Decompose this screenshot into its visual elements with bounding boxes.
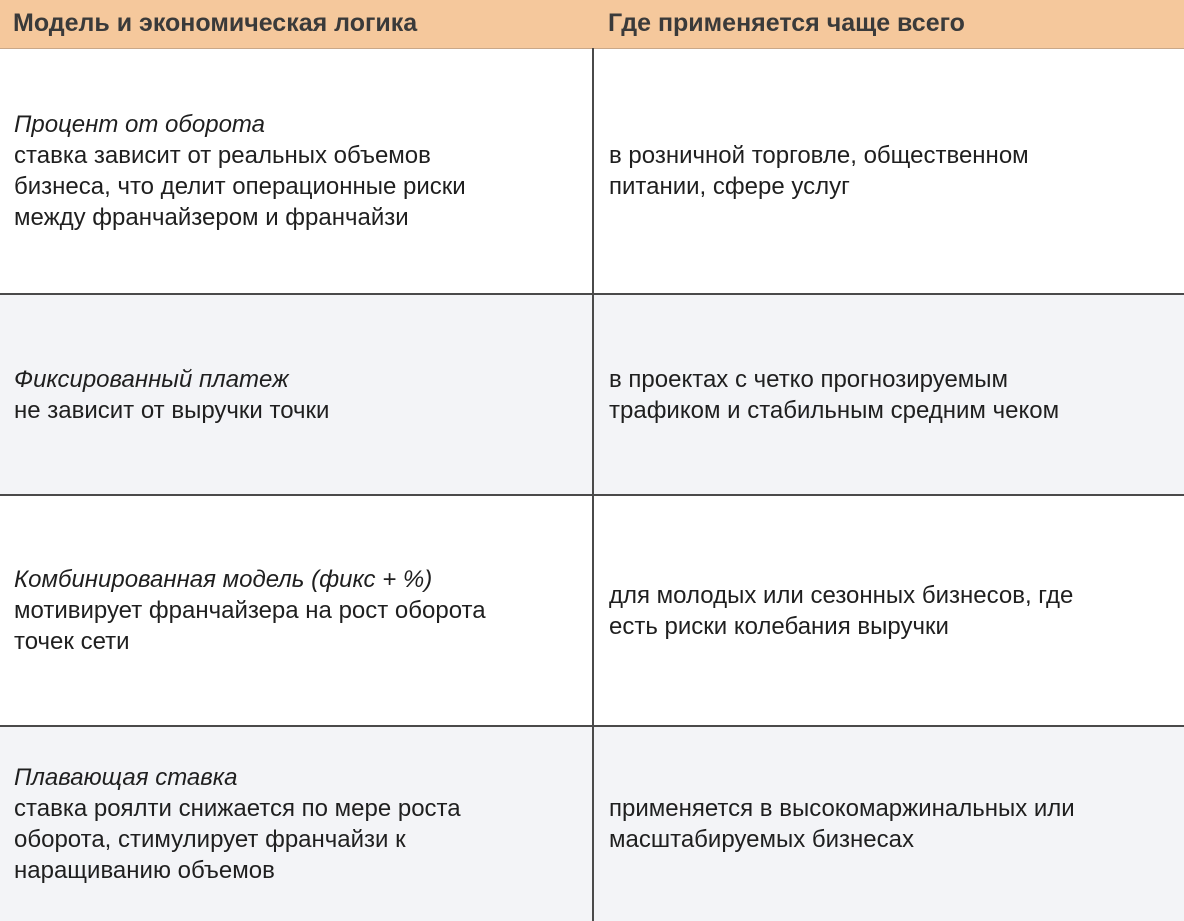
usage-text: в розничной торговле, общественном питании, сфере услуг — [609, 141, 1029, 200]
model-cell — [14, 496, 579, 725]
model-description: ставка роялти снижается по мере роста оборота, стимулирует франчайзи к наращиванию объемов — [14, 795, 461, 884]
usage-cell — [609, 295, 1169, 494]
header-application: Где применяется чаще всего — [608, 9, 965, 37]
header-model-logic: Модель и экономическая логика — [13, 9, 418, 37]
usage-text: применяется в высокомаржинальных или масштабируемых бизнесах — [609, 795, 1075, 853]
model-title: Плавающая ставка — [14, 764, 238, 791]
model-title: Фиксированный платеж — [14, 365, 289, 393]
model-title: Процент от оборота — [14, 110, 265, 138]
usage-cell — [609, 496, 1169, 725]
table-header — [0, 0, 1184, 49]
usage-text: для молодых или сезонных бизнесов, где есть риски колебания выручки — [609, 581, 1074, 640]
model-cell — [14, 48, 579, 293]
usage-text: в проектах с четко прогнозируемым трафиком и стабильным средним чеком — [609, 365, 1060, 424]
usage-cell — [609, 727, 1169, 921]
model-description: мотивирует франчайзера на рост оборота точек сети — [14, 597, 486, 655]
model-cell — [14, 295, 579, 494]
model-description: не зависит от выручки точки — [14, 396, 330, 424]
model-cell — [14, 727, 579, 921]
model-description: ставка зависит от реальных объемов бизнеса, что делит операционные риски между франчайзером и франчайзи — [14, 141, 466, 231]
model-title: Комбинированная модель (фикс + %) — [14, 566, 433, 593]
usage-cell — [609, 48, 1169, 293]
column-divider — [592, 48, 594, 921]
